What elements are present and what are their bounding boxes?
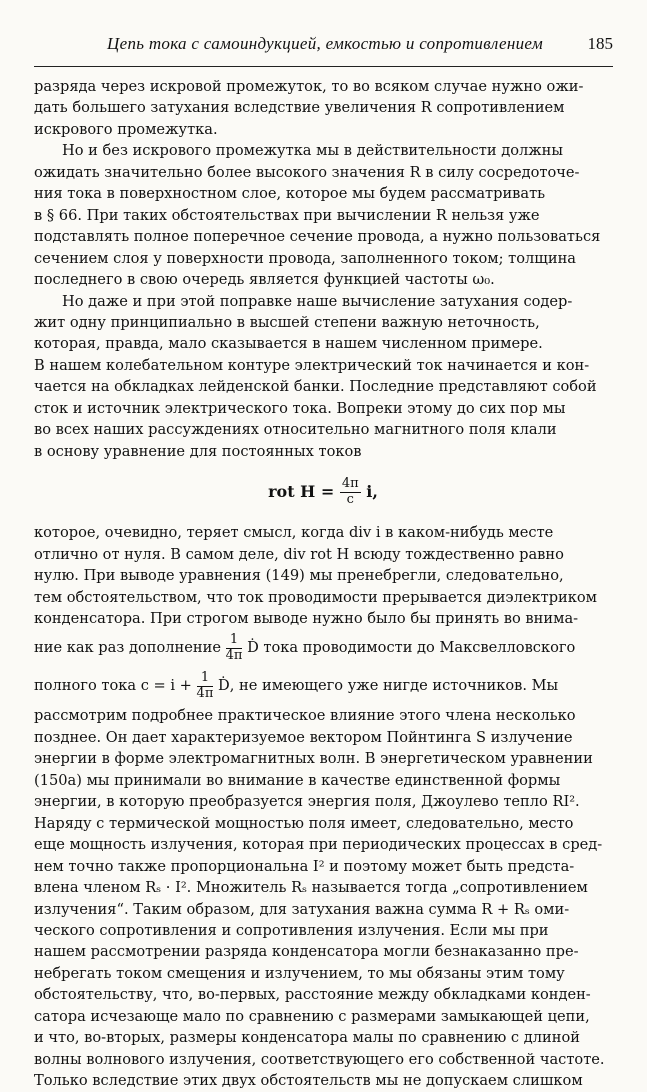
text-line: ческого сопротивления и сопротивления излучения. Если мы при — [34, 921, 549, 939]
text-line: В нашем колебательном контуре электрический ток начинается и кон- — [34, 356, 590, 374]
fraction-line-before: ние как раз дополнение — [34, 639, 221, 657]
text-line: конденсатора. При строгом выводе нужно было бы принять во внима- — [34, 609, 579, 627]
text-line: тем обстоятельством, что ток проводимости прерывается диэлектриком — [34, 588, 598, 606]
text-line: во всех наших рассуждениях относительно магнитного поля клали — [34, 421, 557, 439]
fraction-numerator: 4π — [341, 476, 359, 492]
text-line: небрегать током смещения и излучением, то мы обязаны этим тому — [34, 964, 565, 982]
text-line: последнего в свою очередь является функцией частоты ω₀. — [34, 271, 495, 289]
text-line: Но даже и при этой поправке наше вычисление затухания содер- — [62, 292, 573, 310]
text-line: в § 66. При таких обстоятельствах при вычислении R нельзя уже — [34, 206, 540, 224]
page-number: 185 — [587, 34, 613, 53]
text-line: излучения“. Таким образом, для затухания важна сумма R + Rₛ оми- — [34, 900, 570, 918]
fraction-denominator: 4π — [225, 647, 243, 663]
fraction-line-after: Ḋ, не имеющего уже нигде источников. Мы — [218, 677, 559, 695]
text-line: сечением слоя у поверхности провода, заполненного током; толщина — [34, 249, 577, 267]
text-line: обстоятельству, что, во-первых, расстояние между обкладками конден- — [34, 986, 591, 1004]
text-line: чается на обкладках лейденской банки. Последние представляют собой — [34, 378, 597, 396]
fraction-line-before: полного тока c = i + — [34, 677, 192, 695]
page-header — [34, 30, 613, 58]
text-line: нулю. При выводе уравнения (149) мы пренебрегли, следовательно, — [34, 567, 564, 585]
paragraph-5 — [34, 705, 612, 1091]
text-line: Наряду с термической мощностью поля имеет, следовательно, место — [34, 814, 574, 832]
fraction-line-after: Ḋ тока проводимости до Максвелловского — [247, 639, 576, 657]
text-line: влена членом Rₛ · I². Множитель Rₛ называется тогда „сопротивлением — [34, 879, 588, 897]
text-line: разряда через искровой промежуток, то во всяком случае нужно ожи- — [34, 78, 584, 95]
text-line: нашем рассмотрении разряда конденсатора могли безнаказанно пре- — [34, 943, 579, 961]
text-line: отлично от нуля. В самом деле, div rot H всюду тождественно равно — [34, 545, 564, 563]
header-rule — [34, 66, 613, 67]
inline-fraction — [226, 633, 243, 664]
text-line: позднее. Он дает характеризуемое вектором Пойнтинга S излучение — [34, 728, 573, 746]
fraction-denominator: c — [346, 492, 354, 508]
text-line: подставлять полное поперечное сечение провода, а нужно пользоваться — [34, 228, 601, 246]
text-line: еще мощность излучения, которая при периодических процессах в сред- — [34, 836, 603, 854]
text-line: дать большего затухания вследствие увеличения R сопротивлением — [34, 99, 565, 117]
fraction-denominator: 4π — [196, 685, 214, 701]
inline-fraction — [197, 671, 214, 702]
text-line: рассмотрим подробнее практическое влияние этого члена несколько — [34, 707, 576, 725]
text-line: и что, во-вторых, размеры конденсатора малы по сравнению с длиной — [34, 1029, 580, 1047]
equation-rot-h — [34, 462, 612, 522]
text-line: которая, правда, мало сказывается в нашем численном примере. — [34, 335, 543, 353]
text-line: жит одну принципиально в высшей степени важную неточность, — [34, 313, 540, 331]
text-line: сатора исчезающе мало по сравнению с размерами замыкающей цепи, — [34, 1007, 590, 1025]
text-line: волны волнового излучения, соответствующего его собственной частоте. — [34, 1050, 605, 1068]
paragraph-2 — [34, 140, 612, 290]
equation-lhs: rot H = — [268, 482, 335, 502]
paragraph-1 — [34, 76, 612, 140]
text-line: Только вследствие этих двух обстоятельств мы не допускаем слишком — [34, 1072, 583, 1090]
text-line: ожидать значительно более высокого значения R в силу сосредоточе- — [34, 163, 580, 181]
equation-rhs: i, — [366, 482, 378, 502]
equation-fraction — [340, 477, 361, 508]
fraction-numerator: 1 — [197, 671, 214, 687]
text-line: энергии, в которую преобразуется энергия поля, Джоулево тепло RI². — [34, 793, 580, 811]
text-line: Но и без искрового промежутка мы в действительности должны — [62, 142, 564, 160]
text-line: (150a) мы принимали во внимание в качестве единственной формы — [34, 771, 561, 789]
running-title: Цепь тока с самоиндукцией, емкостью и сопротивлением — [107, 34, 543, 53]
text-line-with-fraction — [34, 667, 612, 705]
text-line: нем точно также пропорциональна I² и поэтому может быть предста- — [34, 857, 575, 875]
text-line: сток и источник электрического тока. Вопреки этому до сих пор мы — [34, 399, 566, 417]
body-text — [34, 76, 612, 1092]
text-line: искрового промежутка. — [34, 120, 218, 138]
paragraph-3 — [34, 291, 612, 463]
text-line: ния тока в поверхностном слое, которое мы будем рассматривать — [34, 185, 546, 203]
text-line: энергии в форме электромагнитных волн. В энергетическом уравнении — [34, 750, 593, 768]
text-line: в основу уравнение для постоянных токов — [34, 442, 362, 460]
paragraph-4 — [34, 522, 612, 705]
text-line: которое, очевидно, теряет смысл, когда div i в каком-нибудь месте — [34, 524, 554, 542]
fraction-numerator: 1 — [226, 633, 243, 649]
text-line-with-fraction — [34, 629, 612, 667]
